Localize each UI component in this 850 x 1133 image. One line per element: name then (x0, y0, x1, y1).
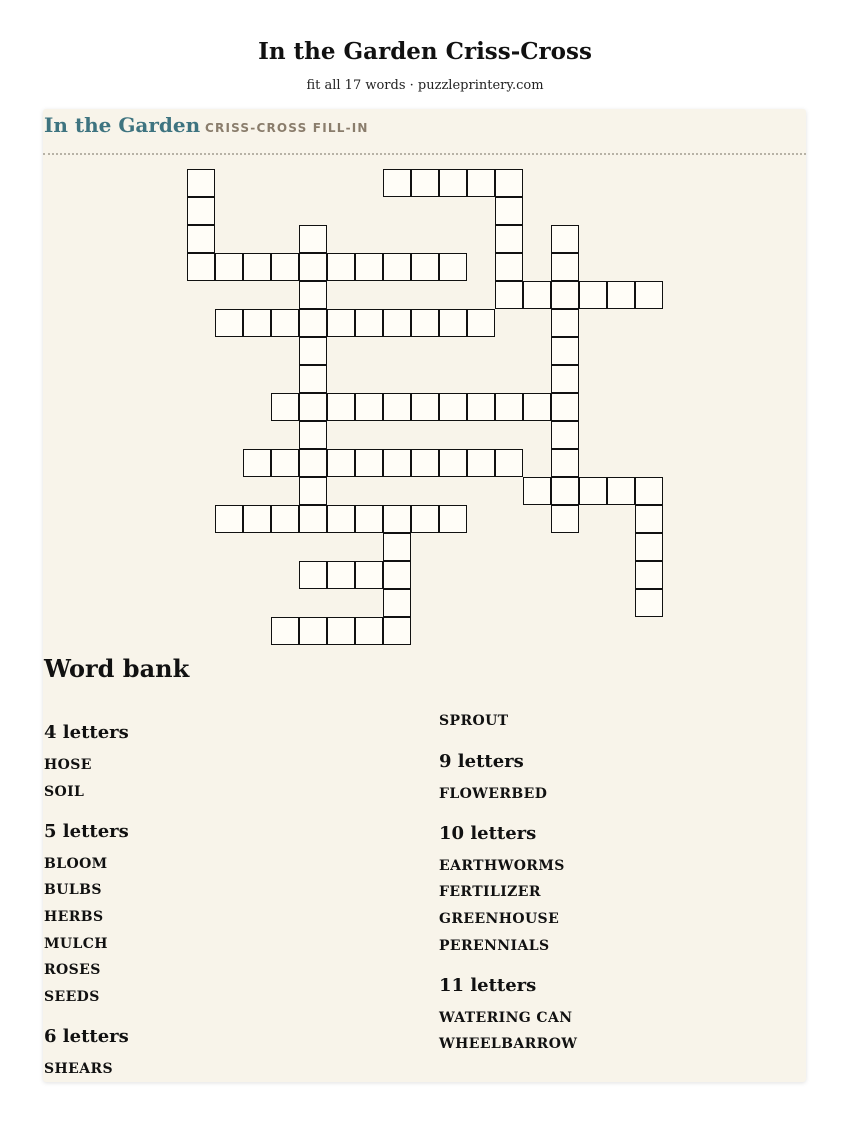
grid-cell[interactable] (579, 281, 607, 309)
grid-cell[interactable] (299, 225, 327, 253)
grid-cell[interactable] (383, 309, 411, 337)
word-bank-item: HERBS (44, 909, 104, 925)
grid-cell[interactable] (635, 561, 663, 589)
grid-cell[interactable] (635, 281, 663, 309)
grid-cell[interactable] (523, 281, 551, 309)
word-bank-item: WATERING CAN (439, 1010, 573, 1026)
grid-cell[interactable] (607, 477, 635, 505)
grid-cell[interactable] (551, 253, 579, 281)
grid-cell[interactable] (187, 253, 215, 281)
word-group-heading: 11 letters (439, 975, 537, 996)
grid-cell[interactable] (327, 309, 355, 337)
grid-cell[interactable] (635, 533, 663, 561)
grid-cell[interactable] (551, 393, 579, 421)
grid-cell[interactable] (243, 309, 271, 337)
grid-cell[interactable] (355, 309, 383, 337)
grid-cell[interactable] (551, 225, 579, 253)
grid-cell[interactable] (327, 561, 355, 589)
grid-cell[interactable] (355, 253, 383, 281)
grid-cell[interactable] (551, 421, 579, 449)
grid-cell[interactable] (383, 393, 411, 421)
word-bank-item: SPROUT (439, 713, 509, 729)
puzzle-card (43, 109, 806, 1082)
grid-cell[interactable] (383, 449, 411, 477)
word-bank-item: FERTILIZER (439, 884, 541, 900)
grid-cell[interactable] (187, 169, 215, 197)
page-subtitle: fit all 17 words · puzzleprintery.com (306, 78, 544, 93)
grid-cell[interactable] (467, 309, 495, 337)
grid-cell[interactable] (299, 421, 327, 449)
grid-cell[interactable] (299, 477, 327, 505)
grid-cell[interactable] (271, 449, 299, 477)
grid-cell[interactable] (299, 505, 327, 533)
grid-cell[interactable] (327, 449, 355, 477)
grid-cell[interactable] (271, 393, 299, 421)
grid-cell[interactable] (271, 617, 299, 645)
grid-cell[interactable] (383, 589, 411, 617)
grid-cell[interactable] (299, 309, 327, 337)
grid-cell[interactable] (299, 617, 327, 645)
word-bank-item: SHEARS (44, 1061, 114, 1077)
grid-cell[interactable] (411, 169, 439, 197)
grid-cell[interactable] (551, 365, 579, 393)
grid-cell[interactable] (299, 449, 327, 477)
grid-cell[interactable] (411, 253, 439, 281)
grid-cell[interactable] (551, 281, 579, 309)
grid-cell[interactable] (327, 393, 355, 421)
grid-cell[interactable] (495, 197, 523, 225)
grid-cell[interactable] (271, 505, 299, 533)
grid-cell[interactable] (495, 449, 523, 477)
word-group-heading: 5 letters (44, 821, 129, 842)
card-title: In the Garden (44, 113, 201, 137)
grid-cell[interactable] (271, 309, 299, 337)
word-bank-item: ROSES (44, 962, 101, 978)
grid-cell[interactable] (355, 505, 383, 533)
grid-cell[interactable] (411, 393, 439, 421)
grid-cell[interactable] (467, 393, 495, 421)
grid-cell[interactable] (299, 337, 327, 365)
grid-cell[interactable] (383, 253, 411, 281)
word-bank-item: MULCH (44, 936, 108, 952)
word-bank-item: GREENHOUSE (439, 911, 560, 927)
word-bank-item: WHEELBARROW (439, 1036, 578, 1052)
grid-cell[interactable] (243, 449, 271, 477)
grid-cell[interactable] (551, 505, 579, 533)
word-bank-item: FLOWERBED (439, 786, 548, 802)
grid-cell[interactable] (495, 169, 523, 197)
word-group-heading: 6 letters (44, 1026, 129, 1047)
grid-cell[interactable] (411, 449, 439, 477)
grid-cell[interactable] (635, 477, 663, 505)
word-bank-item: PERENNIALS (439, 938, 550, 954)
grid-cell[interactable] (355, 561, 383, 589)
grid-cell[interactable] (187, 225, 215, 253)
grid-cell[interactable] (299, 253, 327, 281)
grid-cell[interactable] (383, 169, 411, 197)
page-title: In the Garden Criss-Cross (258, 38, 592, 65)
grid-cell[interactable] (355, 449, 383, 477)
grid-cell[interactable] (383, 533, 411, 561)
word-bank-item: HOSE (44, 757, 92, 773)
grid-cell[interactable] (243, 253, 271, 281)
grid-cell[interactable] (495, 253, 523, 281)
grid-cell[interactable] (439, 449, 467, 477)
grid-cell[interactable] (215, 253, 243, 281)
grid-cell[interactable] (523, 477, 551, 505)
grid-cell[interactable] (439, 505, 467, 533)
puzzle-type-tag: CRISS-CROSS FILL-IN (205, 121, 369, 135)
word-bank-item: BLOOM (44, 856, 108, 872)
grid-cell[interactable] (243, 505, 271, 533)
word-bank-item: EARTHWORMS (439, 858, 565, 874)
grid-cell[interactable] (439, 309, 467, 337)
grid-cell[interactable] (579, 477, 607, 505)
grid-cell[interactable] (635, 589, 663, 617)
grid-cell[interactable] (635, 505, 663, 533)
word-bank-item: BULBS (44, 882, 102, 898)
crossword-grid (43, 109, 806, 1082)
grid-cell[interactable] (439, 393, 467, 421)
grid-cell[interactable] (411, 505, 439, 533)
grid-cell[interactable] (355, 617, 383, 645)
word-bank-item: SEEDS (44, 989, 100, 1005)
grid-cell[interactable] (467, 169, 495, 197)
grid-cell[interactable] (299, 561, 327, 589)
grid-cell[interactable] (299, 365, 327, 393)
grid-cell[interactable] (467, 449, 495, 477)
grid-cell[interactable] (383, 561, 411, 589)
grid-cell[interactable] (383, 505, 411, 533)
grid-cell[interactable] (215, 505, 243, 533)
grid-cell[interactable] (439, 253, 467, 281)
grid-cell[interactable] (495, 281, 523, 309)
word-bank-title: Word bank (44, 654, 190, 683)
grid-cell[interactable] (439, 169, 467, 197)
grid-cell[interactable] (355, 393, 383, 421)
grid-cell[interactable] (551, 337, 579, 365)
grid-cell[interactable] (551, 449, 579, 477)
word-group-heading: 9 letters (439, 751, 524, 772)
grid-cell[interactable] (411, 309, 439, 337)
grid-cell[interactable] (187, 197, 215, 225)
grid-cell[interactable] (551, 309, 579, 337)
grid-cell[interactable] (551, 477, 579, 505)
grid-cell[interactable] (215, 309, 243, 337)
grid-cell[interactable] (495, 393, 523, 421)
grid-cell[interactable] (299, 393, 327, 421)
grid-cell[interactable] (327, 253, 355, 281)
grid-cell[interactable] (495, 225, 523, 253)
grid-cell[interactable] (607, 281, 635, 309)
word-group-heading: 4 letters (44, 722, 129, 743)
grid-cell[interactable] (523, 393, 551, 421)
grid-cell[interactable] (271, 253, 299, 281)
word-group-heading: 10 letters (439, 823, 537, 844)
grid-cell[interactable] (383, 617, 411, 645)
grid-cell[interactable] (327, 617, 355, 645)
grid-cell[interactable] (299, 281, 327, 309)
grid-cell[interactable] (327, 505, 355, 533)
word-bank-item: SOIL (44, 784, 85, 800)
